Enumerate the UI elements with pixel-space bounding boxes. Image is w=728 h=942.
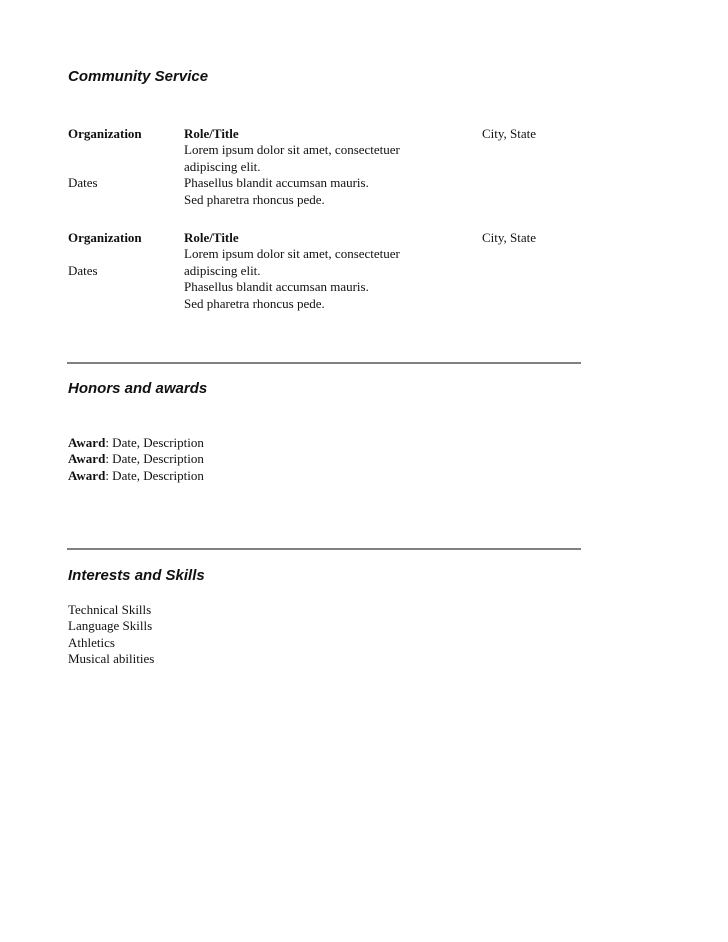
section-divider — [67, 548, 581, 550]
entry-description — [184, 230, 400, 313]
entry-organization: Organization — [68, 230, 142, 245]
interests-list — [68, 602, 154, 668]
interest-item: Musical abilities — [68, 651, 155, 666]
entry-role: Role/Title — [184, 125, 239, 141]
entry-dates: Dates — [68, 175, 98, 190]
interests-heading: Interests and Skills — [68, 567, 205, 584]
honors-heading: Honors and awards — [68, 380, 208, 397]
award-detail: : Date, Description — [105, 451, 204, 466]
section-divider — [67, 362, 581, 364]
award-item — [68, 468, 204, 485]
award-label: Award — [68, 451, 106, 466]
entry-description — [184, 126, 400, 209]
interest-item: Technical Skills — [68, 601, 152, 617]
entry-description-line: Sed pharetra rhoncus pede. — [184, 295, 325, 311]
entry-description-line: Lorem ipsum dolor sit amet, consectetuer — [184, 246, 400, 261]
entry-description-line: adipiscing elit. — [184, 262, 261, 278]
award-detail: : Date, Description — [105, 434, 204, 450]
entry-organization: Organization — [68, 126, 142, 141]
entry-description-line: Phasellus blandit accumsan mauris. — [184, 279, 369, 294]
entry-dates: Dates — [68, 263, 98, 278]
interest-item: Athletics — [68, 634, 115, 650]
award-item — [68, 435, 204, 452]
entry-description-line: Sed pharetra rhoncus pede. — [184, 191, 325, 207]
award-detail: : Date, Description — [105, 467, 204, 483]
entry-location: City, State — [482, 230, 537, 245]
award-label: Award — [68, 467, 106, 483]
entry-role: Role/Title — [184, 229, 239, 245]
entry-description-line: Phasellus blandit accumsan mauris. — [184, 175, 369, 190]
community-service-heading: Community Service — [68, 68, 209, 85]
entry-location: City, State — [482, 126, 537, 141]
entry-description-line: adipiscing elit. — [184, 158, 261, 174]
awards-list — [68, 435, 204, 485]
entry-description-line: Lorem ipsum dolor sit amet, consectetuer — [184, 142, 400, 157]
award-label: Award — [68, 434, 106, 450]
interest-item: Language Skills — [68, 618, 153, 633]
award-item — [68, 451, 204, 468]
